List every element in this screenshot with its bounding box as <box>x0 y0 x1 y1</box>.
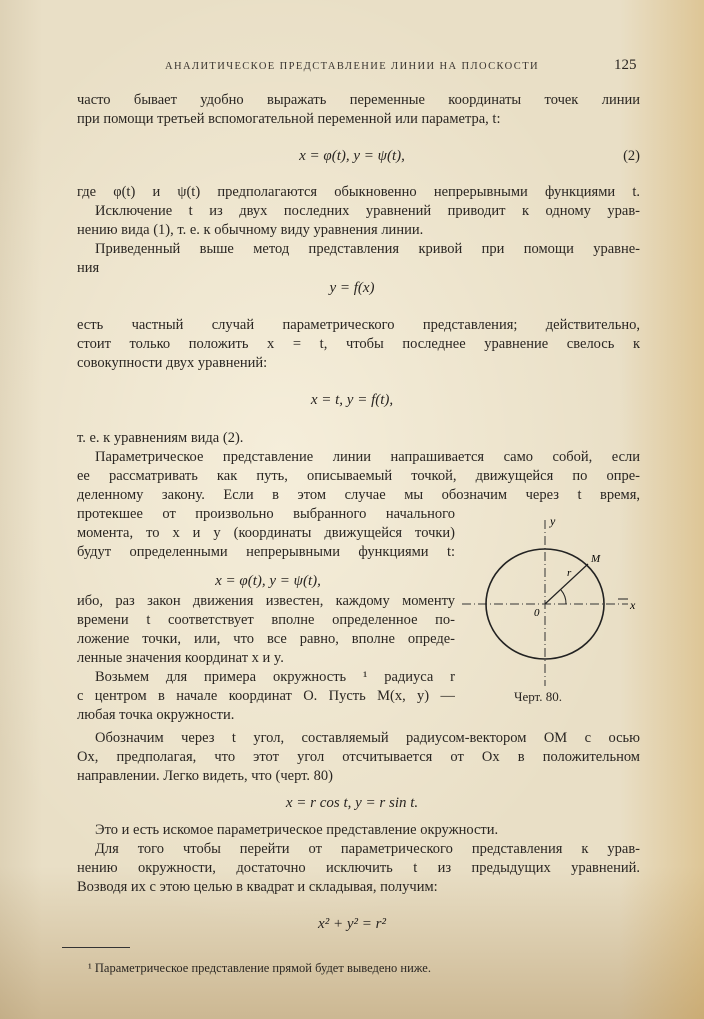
text-line: Исключение t из двух последних уравнений приводит к одному урав- <box>95 203 640 219</box>
text-line: Приведенный выше метод представления кривой при помощи уравне- <box>95 241 640 257</box>
label-x: x <box>630 598 636 612</box>
text-line: протекшее от произвольно выбранного начального <box>77 506 455 522</box>
page-number: 125 <box>614 57 637 73</box>
text-line: Возьмем для примера окружность ¹ радиуса r <box>95 669 455 685</box>
footnote-rule <box>62 947 130 948</box>
text-line: деленному закону. Если в этом случае мы обозначим через t время, <box>77 487 640 503</box>
text-line: ложение точки, или, что все равно, вполне опреде- <box>77 631 455 647</box>
text-line: где φ(t) и ψ(t) предполагаются обыкновенно непрерывными функциями t. <box>77 184 640 200</box>
text-line: с центром в начале координат O. Пусть M(x, y) — <box>77 688 455 704</box>
angle-arc <box>561 590 566 604</box>
label-origin: 0 <box>534 607 540 619</box>
text-line: Для того чтобы перейти от параметрического представления к урав- <box>95 841 640 857</box>
text-line: нению окружности, достаточно исключить t из предыдущих уравнений. <box>77 860 640 876</box>
text-line: стоит только положить x = t, чтобы последнее уравнение свелось к <box>77 336 640 352</box>
equation: x = r cos t, y = r sin t. <box>285 795 419 811</box>
label-radius: r <box>567 567 572 579</box>
text-line: при помощи третьей вспомогательной переменной или параметра, t: <box>77 111 501 127</box>
text-line: Обозначим через t угол, составляемый радиусом-вектором OM с осью <box>95 730 640 746</box>
text-line: часто бывает удобно выражать переменные координаты точек линии <box>77 92 640 108</box>
equation: x = φ(t), y = ψ(t), <box>299 148 405 164</box>
label-point-m: M <box>591 553 601 565</box>
text-line: времени t соответствует вполне определенное по- <box>77 612 455 628</box>
text-line: Ox, предполагая, что этот угол отсчитывается от Ox в положительном <box>77 749 640 765</box>
equation: x = φ(t), y = ψ(t), <box>215 573 321 589</box>
text-line: есть частный случай параметрического представления; действительно, <box>77 317 640 333</box>
text-line: будут определенными непрерывными функциями t: <box>77 544 455 560</box>
equation: y = f(x) <box>329 280 375 296</box>
equation: x = t, y = f(t), <box>310 392 394 408</box>
label-y: y <box>550 514 556 528</box>
footnote: ¹ Параметрическое представление прямой будет выведено ниже. <box>88 961 431 975</box>
text-line: момента, то x и y (координаты движущейся точки) <box>77 525 455 541</box>
text-line: ее рассматривать как путь, описываемый точкой, движущейся по опре- <box>77 468 640 484</box>
text-line: нению вида (1), т. е. к обычному виду уравнения линии. <box>77 222 424 238</box>
figure-circle-diagram <box>440 500 660 700</box>
text-line: ния <box>77 260 100 276</box>
equation-number: (2) <box>623 148 640 164</box>
text-line: ибо, раз закон движения известен, каждому моменту <box>77 593 455 609</box>
text-line: Это и есть искомое параметрическое представление окружности. <box>95 822 499 838</box>
text-line: любая точка окружности. <box>77 707 235 723</box>
text-line: Параметрическое представление линии напрашивается само собой, если <box>95 449 640 465</box>
text-line: т. е. к уравнениям вида (2). <box>77 430 244 446</box>
text-line: ленные значения координат x и y. <box>77 650 284 666</box>
text-line: совокупности двух уравнений: <box>77 355 268 371</box>
text-line: направлении. Легко видеть, что (черт. 80) <box>77 768 333 784</box>
equation: x² + y² = r² <box>318 916 386 932</box>
text-line: Возводя их с этою целью в квадрат и складывая, получим: <box>77 879 438 895</box>
running-header: АНАЛИТИЧЕСКОЕ ПРЕДСТАВЛЕНИЕ ЛИНИИ НА ПЛОСКОСТИ <box>164 61 539 72</box>
figure-caption: Черт. 80. <box>514 689 563 704</box>
